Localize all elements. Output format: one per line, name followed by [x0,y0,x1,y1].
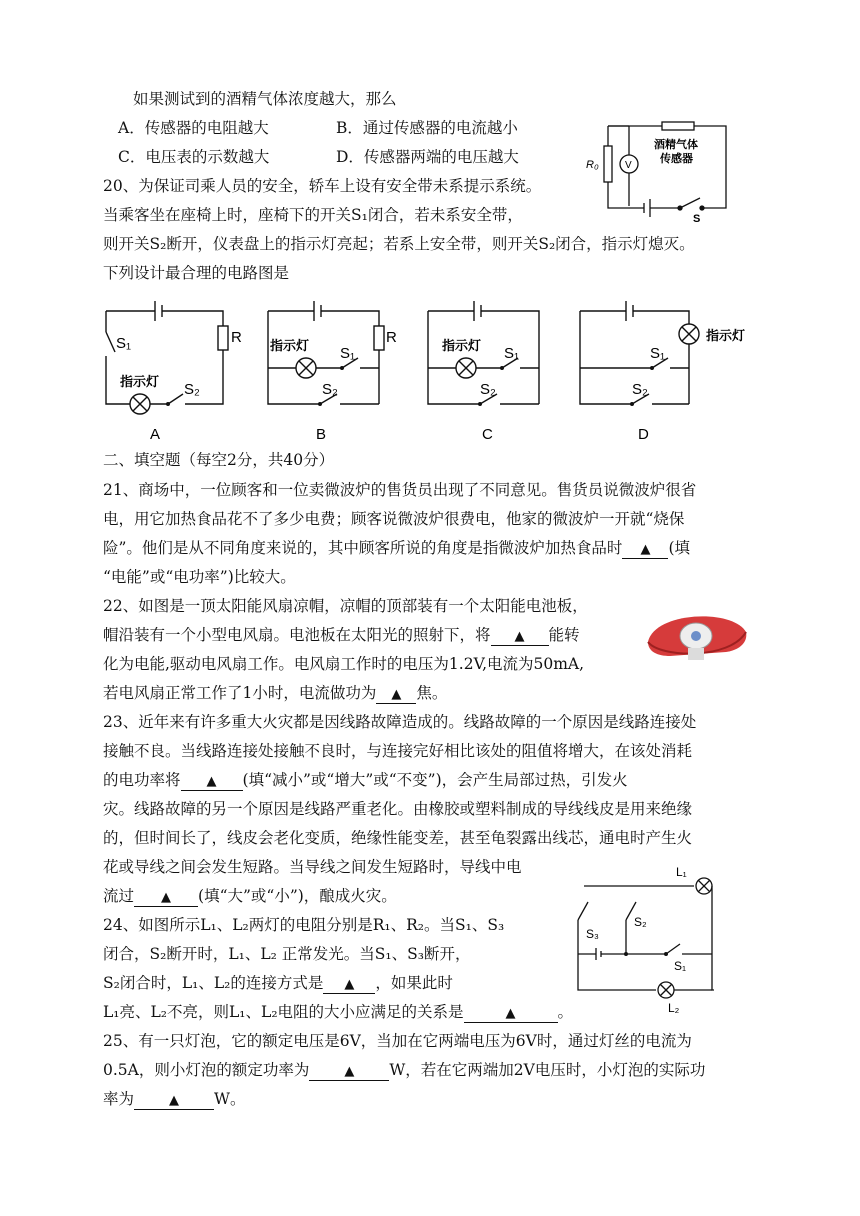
answer-blank[interactable]: ▲ [491,629,549,646]
q25-line-3: 率为 ▲ W。 [103,1090,246,1108]
circuit-d-lamp-label: 指示灯 [706,328,746,343]
answer-blank[interactable]: ▲ [464,1006,558,1023]
circuit-b-r-label: R [386,329,397,346]
q21-line-1: 21、商场中，一位顾客和一位卖微波炉的售货员出现了不同意见。售货员说微波炉很省 [103,481,697,499]
switch-s-label: S [693,213,701,224]
answer-blank[interactable]: ▲ [309,1064,389,1081]
q19-option-a: A．传感器的电阻越大 [118,119,269,137]
circuit-a-s1-label: S₁ [116,335,132,352]
answer-blank[interactable]: ▲ [181,774,243,791]
circuit-d-s1-label: S₁ [650,345,666,362]
q24-line-1: 24、如图所示L₁、L₂两灯的电阻分别是R₁、R₂。当S₁、S₃ [103,916,505,934]
alcohol-sensor-circuit-figure [584,118,734,224]
circuit-option-d [574,296,764,444]
q24-line-2: 闭合，S₂断开时，L₁、L₂ 正常发光。当S₁、S₃断开， [103,945,471,963]
q22-line-3: 化为电能,驱动电风扇工作。电风扇工作时的电压为1.2V,电流为50mA, [103,655,585,673]
sensor-label-1: 酒精气体 [654,139,698,151]
circuit-b-lamp-label: 指示灯 [270,338,310,353]
q20-line-4: 下列设计最合理的电路图是 [103,264,290,282]
r0-label: R₀ [586,159,599,171]
solar-fan-hat-image [640,606,750,664]
circuit-c-option-label: C [482,426,493,443]
q23-line-4: 灾。线路故障的另一个原因是线路严重老化。由橡胶或塑料制成的导线线皮是用来绝缘 [103,800,693,818]
q20-line-2: 当乘客坐在座椅上时，座椅下的开关S₁闭合，若未系安全带， [103,206,523,224]
circuit-option-a [100,296,250,444]
circuit-a-option-label: A [150,426,161,443]
circuit-b-option-label: B [316,426,327,443]
q19-option-d: D．传感器两端的电压越大 [336,148,519,166]
circuit-b-s2-label: S₂ [322,381,338,398]
circuit-c-s1-label: S₁ [504,345,520,362]
q19-option-c: C．电压表的示数越大 [118,148,270,166]
answer-blank[interactable]: ▲ [376,687,416,704]
q23-line-5: 的，但时间长了，线皮会老化变质，绝缘性能变差，甚至龟裂露出线芯，通电时产生火 [103,829,693,847]
q19-stem: 如果测试到的酒精气体浓度越大，那么 [133,90,397,108]
circuit-c-lamp-label: 指示灯 [442,338,482,353]
circuit-c-s2-label: S₂ [480,381,496,398]
q23-line-1: 23、近年来有许多重大火灾都是因线路故障造成的。线路故障的一个原因是线路连接处 [103,713,697,731]
sensor-label-2: 传感器 [660,153,693,165]
circuit-a-r-label: R [231,329,242,346]
circuit-a-lamp-label: 指示灯 [120,374,160,389]
q20-line-1: 20、为保证司乘人员的安全，轿车上设有安全带未系提示系统。 [103,177,542,195]
q21-line-3: 险”。他们是从不同角度来说的，其中顾客所说的角度是指微波炉加热食品时 ▲ (填 [103,539,690,557]
q23-line-3: 的电功率将 ▲ (填“减小”或“增大”或“不变”)，会产生局部过热，引发火 [103,771,628,789]
circuit-option-b [262,296,412,444]
q22-line-1: 22、如图是一顶太阳能风扇凉帽，凉帽的顶部装有一个太阳能电池板， [103,597,588,615]
two-lamp-circuit-figure [568,862,728,1020]
q20-line-3: 则开关S₂断开，仪表盘上的指示灯亮起；若系上安全带，则开关S₂闭合，指示灯熄灭。 [103,235,695,253]
q24-s2-label: S₂ [634,915,647,929]
q23-line-6: 花或导线之间会发生短路。当导线之间发生短路时，导线中电 [103,858,522,876]
circuit-a-s2-label: S₂ [184,381,200,398]
q22-line-4: 若电风扇正常工作了1小时，电流做功为 ▲ 焦。 [103,684,448,702]
q23-line-7: 流过 ▲ (填“大”或“小”)，酿成火灾。 [103,887,397,905]
q23-line-2: 接触不良。当线路连接处接触不良时，与连接完好相比该处的阻值将增大，在该处消耗 [103,742,693,760]
q24-s3-label: S₃ [586,927,599,941]
answer-blank[interactable]: ▲ [134,890,198,907]
circuit-d-option-label: D [638,426,649,443]
circuit-option-c [422,296,562,444]
q21-line-4: “电能”或“电功率”)比较大。 [103,568,296,586]
circuit-d-s2-label: S₂ [632,381,648,398]
q21-line-2: 电，用它加热食品花不了多少电费；顾客说微波炉很费电，他家的微波炉一开就“烧保 [103,510,685,528]
q24-line-3: S₂闭合时，L₁、L₂的连接方式是 ▲ ，如果此时 [103,974,453,992]
voltmeter-label: V [625,160,632,171]
q22-line-2: 帽沿装有一个小型电风扇。电池板在太阳光的照射下，将 ▲ 能转 [103,626,580,644]
q24-line-4: L₁亮、L₂不亮，则L₁、L₂电阻的大小应满足的关系是 ▲ 。 [103,1003,574,1021]
q25-line-1: 25、有一只灯泡，它的额定电压是6V，当加在它两端电压为6V时，通过灯丝的电流为 [103,1032,692,1050]
q24-s1-label: S₁ [674,959,687,973]
circuit-b-s1-label: S₁ [340,345,356,362]
q24-l2-label: L₂ [668,1001,680,1015]
q25-line-2: 0.5A，则小灯泡的额定功率为 ▲ W，若在它两端加2V电压时，小灯泡的实际功 [103,1061,706,1079]
answer-blank[interactable]: ▲ [134,1093,214,1110]
section-2-title: 二、填空题（每空2分，共40分） [103,451,335,469]
answer-blank[interactable]: ▲ [622,542,668,559]
answer-blank[interactable]: ▲ [323,977,375,994]
q19-option-b: B．通过传感器的电流越小 [336,119,518,137]
q24-l1-label: L₁ [676,865,687,879]
